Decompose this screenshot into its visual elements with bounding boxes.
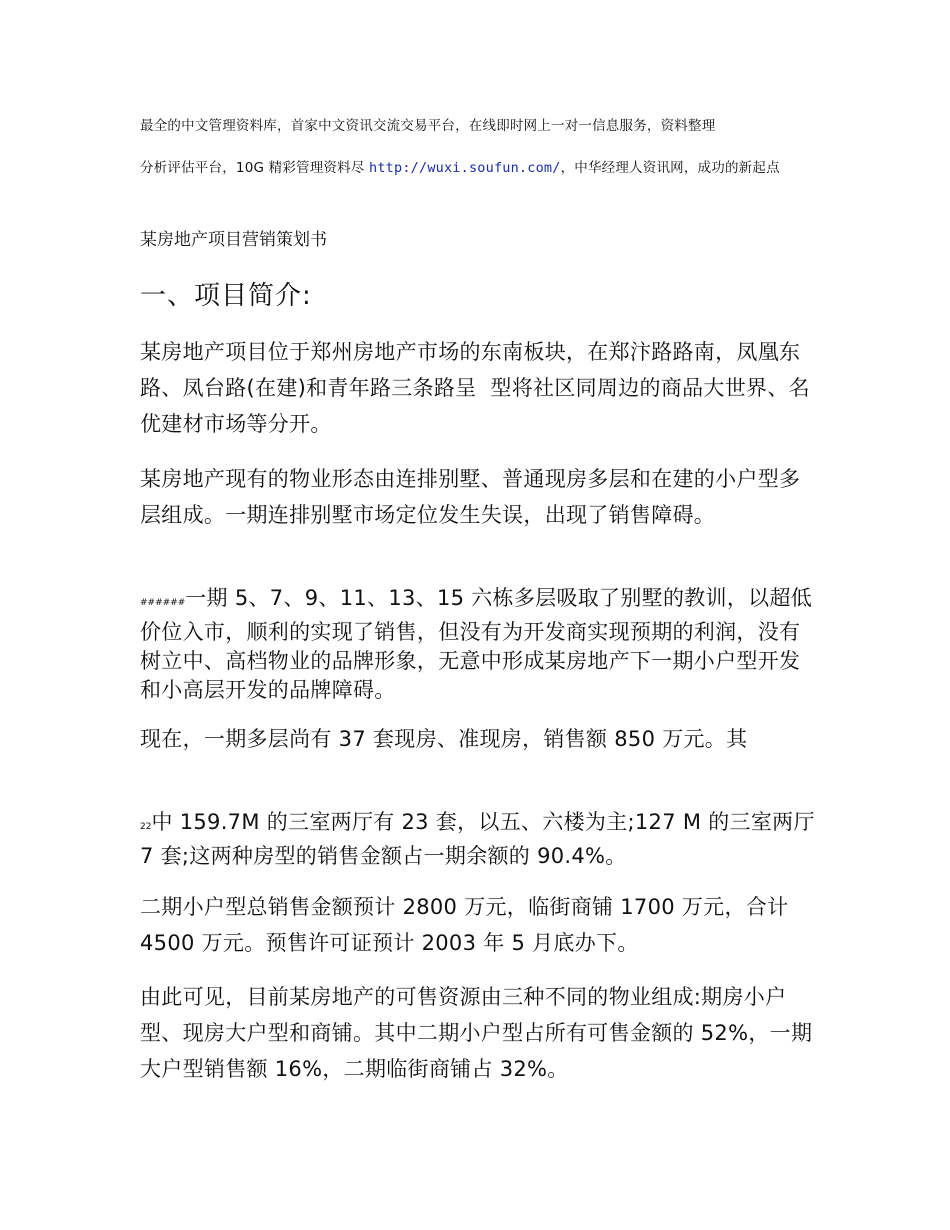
- paragraph-inventory: 现在，一期多层尚有 37 套现房、准现房，销售额 850 万元。其: [140, 727, 748, 751]
- section-heading: 一、项目简介:: [140, 281, 312, 311]
- paragraph-summary: 由此可见，目前某房地产的可售资源由三种不同的物业组成:期房小户型、现房大户型和商铺。其中二期小户型占所有可售金额的 52%，一期大户型销售额 16%，二期临街商铺占 32%。: [140, 985, 813, 1081]
- paragraph-unit-types: [140, 808, 822, 871]
- header-line-2-prefix: 分析评估平台，10G 精彩管理资料尽: [140, 160, 370, 176]
- paragraph-property-types: 某房地产现有的物业形态由连排别墅、普通现房多层和在建的小户型多层组成。一期连排别墅市场定位发生失误，出现了销售障碍。: [140, 467, 801, 527]
- superscript-marker: 22: [140, 822, 152, 832]
- paragraph-phase-two: 二期小户型总销售金额预计 2800 万元，临街商铺 1700 万元，合计 4500 万元。预售许可证预计 2003 年 5 月底办下。: [140, 895, 796, 955]
- paragraph-marker: ######: [140, 598, 186, 608]
- source-link[interactable]: http://wuxi.soufun.com/: [369, 160, 561, 176]
- header-line-2: [140, 157, 815, 179]
- paragraph-phase-one: [140, 584, 815, 705]
- paragraph-location: 某房地产项目位于郑州房地产市场的东南板块，在郑汴路路南，凤凰东路、凤台路(在建)和青年路三条路呈 型将社区同周边的商品大世界、名优建材市场等分开。: [140, 340, 810, 436]
- document-title: 某房地产项目营销策划书: [140, 230, 327, 250]
- header-line-1: 最全的中文管理资料库，首家中文资讯交流交易平台，在线即时网上一对一信息服务，资料整理: [140, 118, 716, 134]
- paragraph-phase-one-text: 一期 5、7、9、11、13、15 六栋多层吸取了别墅的教训，以超低价位入市，顺利的实现了销售，但没有为开发商实现预期的利润，没有树立中、高档物业的品牌形象，无意中形成某房地产下一期小户型开发和小高层开发的品牌障碍。: [140, 586, 813, 702]
- header-line-2-suffix: ，中华经理人资讯网，成功的新起点: [560, 160, 780, 176]
- paragraph-unit-types-text: 中 159.7M 的三室两厅有 23 套，以五、六楼为主;127 M 的三室两厅 7 套;这两种房型的销售金额占一期余额的 90.4%。: [140, 810, 822, 868]
